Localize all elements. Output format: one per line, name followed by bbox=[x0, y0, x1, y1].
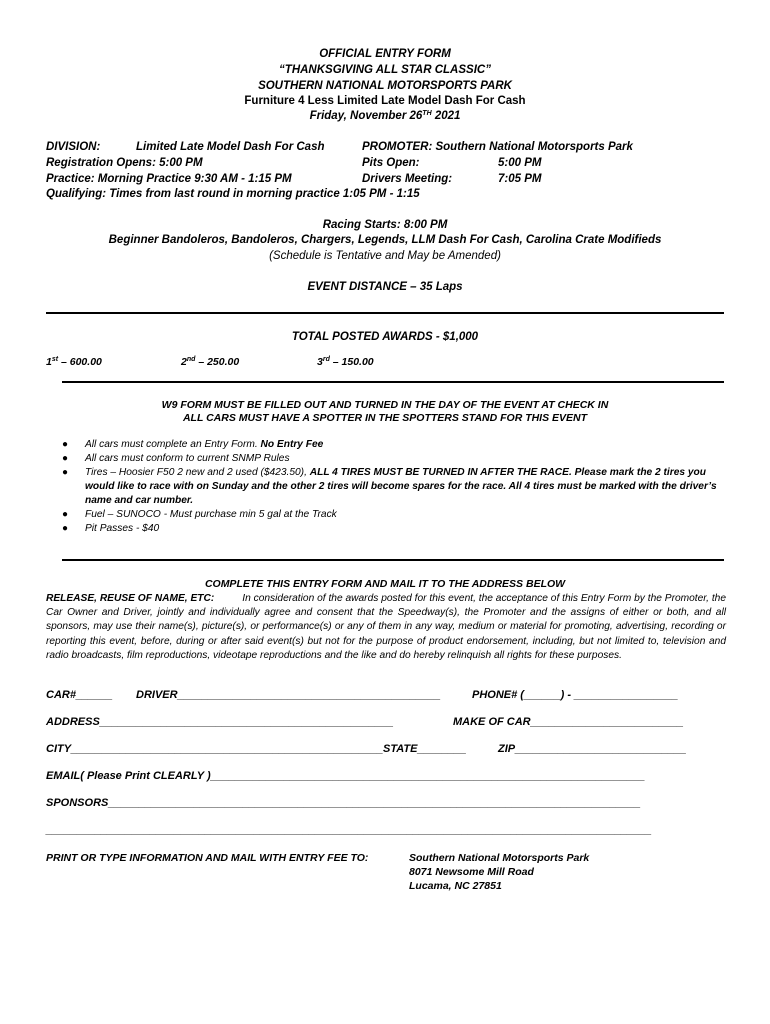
release-paragraph bbox=[46, 592, 726, 663]
award-first-sup: st bbox=[51, 356, 59, 363]
zip-field[interactable]: ZIP____________________________ bbox=[498, 743, 687, 755]
drivers-meeting-label: Drivers Meeting: bbox=[362, 173, 453, 185]
rule-fuel bbox=[62, 508, 730, 522]
qualifying-time: Qualifying: Times from last round in morning practice 1:05 PM - 1:15 bbox=[46, 188, 420, 200]
rule-entry-form bbox=[62, 438, 730, 452]
award-first-num: 1 bbox=[46, 356, 52, 368]
mail-street: 8071 Newsome Mill Road bbox=[409, 866, 534, 878]
practice-time: Practice: Morning Practice 9:30 AM - 1:15 PM bbox=[46, 173, 292, 185]
release-heading: RELEASE, REUSE OF NAME, ETC: bbox=[46, 593, 215, 604]
w9-notice: W9 FORM MUST BE FILLED OUT AND TURNED IN THE DAY OF THE EVENT AT CHECK IN bbox=[161, 399, 609, 411]
award-first bbox=[46, 356, 102, 368]
rule-entry-form-bold: No Entry Fee bbox=[260, 439, 324, 450]
spotter-notice: ALL CARS MUST HAVE A SPOTTER IN THE SPOTTERS STAND FOR THIS EVENT bbox=[182, 412, 588, 424]
date-sup: TH bbox=[422, 110, 432, 117]
rule-pit-passes bbox=[62, 522, 730, 536]
racing-starts: Racing Starts: 8:00 PM bbox=[322, 219, 448, 231]
pits-open-label: Pits Open: bbox=[362, 157, 420, 169]
release-body: In consideration of the awards posted for this event, the acceptance of this Entry Form by the Promoter, the Car Owner and Driver, jointly and individually agree and consent that the Speedway(s), the Promoter and the assigns of either or both, and all sponsors, may use their name(s), picture(s), or performance(s) or any of them in any way, medium or material for promoting, advertising, recording or reporting this event, before, during or after said event(s) but not for the purpose of product endorsement, including, but not limited to, television and radio broadcasts, film reproductions, videotape reproductions and the like and do hereby relinquish all rights for these purposes. bbox=[46, 593, 726, 661]
rules-list bbox=[62, 438, 730, 536]
award-third-sup: rd bbox=[322, 356, 330, 363]
award-third-num: 3 bbox=[317, 356, 323, 368]
bullet-icon: ● bbox=[62, 439, 69, 450]
extra-sponsors-field[interactable]: ___________________________________________________________________________________________________ bbox=[46, 824, 652, 836]
registration-time: Registration Opens: 5:00 PM bbox=[46, 157, 203, 169]
promoter: PROMOTER: Southern National Motorsports Park bbox=[362, 141, 633, 153]
event-date bbox=[0, 110, 770, 122]
rule-tires-bold: ALL 4 TIRES MUST BE TURNED IN AFTER THE RACE. Please mark the 2 tires you would like to race with on Sunday and the other 2 tires will become spares for the race. All 4 tires must be marked with the driver’s name and car number. bbox=[85, 467, 717, 506]
driver-field[interactable]: DRIVER___________________________________________ bbox=[136, 689, 441, 701]
bullet-icon: ● bbox=[62, 523, 69, 534]
award-second-sup: nd bbox=[186, 356, 196, 363]
award-third-amount: – 150.00 bbox=[329, 356, 374, 368]
rule-tires bbox=[62, 466, 730, 508]
bullet-icon: ● bbox=[62, 509, 69, 520]
rule-fuel-text: Fuel – SUNOCO - Must purchase min 5 gal at the Track bbox=[85, 509, 337, 520]
city-state-field[interactable]: CITY___________________________________________________STATE________ bbox=[46, 743, 467, 755]
drivers-meeting-value: 7:05 PM bbox=[498, 173, 542, 185]
mail-city: Lucama, NC 27851 bbox=[409, 880, 502, 892]
track-name: SOUTHERN NATIONAL MOTORSPORTS PARK bbox=[258, 80, 512, 92]
sponsors-field[interactable]: SPONSORS_______________________________________________________________________________________ bbox=[46, 797, 641, 809]
award-second-num: 2 bbox=[181, 356, 187, 368]
event-distance: EVENT DISTANCE – 35 Laps bbox=[307, 281, 463, 293]
rule-entry-form-text: All cars must complete an Entry Form. bbox=[85, 439, 261, 450]
divider-1 bbox=[46, 312, 724, 314]
division-label: DIVISION: bbox=[46, 141, 101, 153]
date-suffix: 2021 bbox=[431, 110, 461, 122]
rule-pit-passes-text: Pit Passes - $40 bbox=[85, 523, 160, 534]
award-first-amount: – 600.00 bbox=[58, 356, 102, 368]
award-third bbox=[317, 356, 374, 368]
rule-conform-text: All cars must conform to current SNMP Rules bbox=[85, 453, 290, 464]
mail-name: Southern National Motorsports Park bbox=[409, 852, 590, 864]
bullet-icon: ● bbox=[62, 453, 69, 464]
car-number-field[interactable]: CAR#______ bbox=[46, 689, 113, 701]
race-title: Furniture 4 Less Limited Late Model Dash For Cash bbox=[244, 95, 526, 107]
date-prefix: Friday, November 26 bbox=[309, 110, 423, 122]
rule-tires-text: Tires – Hoosier F50 2 new and 2 used ($423.50), bbox=[85, 467, 310, 478]
divider-3 bbox=[62, 559, 724, 561]
total-awards: TOTAL POSTED AWARDS - $1,000 bbox=[291, 331, 479, 343]
form-title: OFFICIAL ENTRY FORM bbox=[319, 48, 451, 60]
division-value: Limited Late Model Dash For Cash bbox=[136, 141, 325, 153]
mail-heading: COMPLETE THIS ENTRY FORM AND MAIL IT TO THE ADDRESS BELOW bbox=[204, 578, 566, 590]
award-second bbox=[181, 356, 239, 368]
divider-2 bbox=[62, 381, 724, 383]
rule-conform bbox=[62, 452, 730, 466]
email-field[interactable]: EMAIL( Please Print CLEARLY )_______________________________________________________________________ bbox=[46, 770, 645, 782]
schedule-note: (Schedule is Tentative and May be Amended) bbox=[269, 250, 501, 262]
phone-field[interactable]: PHONE# (______) - _________________ bbox=[472, 689, 679, 701]
racing-classes: Beginner Bandoleros, Bandoleros, Chargers, Legends, LLM Dash For Cash, Carolina Crate Modifieds bbox=[108, 234, 662, 246]
address-field[interactable]: ADDRESS________________________________________________ bbox=[46, 716, 394, 728]
award-second-amount: – 250.00 bbox=[195, 356, 240, 368]
event-name: “THANKSGIVING ALL STAR CLASSIC” bbox=[279, 64, 491, 76]
mail-instructions: PRINT OR TYPE INFORMATION AND MAIL WITH ENTRY FEE TO: bbox=[46, 852, 369, 864]
pits-open-value: 5:00 PM bbox=[498, 157, 542, 169]
bullet-icon: ● bbox=[62, 467, 69, 478]
make-of-car-field[interactable]: MAKE OF CAR_________________________ bbox=[453, 716, 684, 728]
